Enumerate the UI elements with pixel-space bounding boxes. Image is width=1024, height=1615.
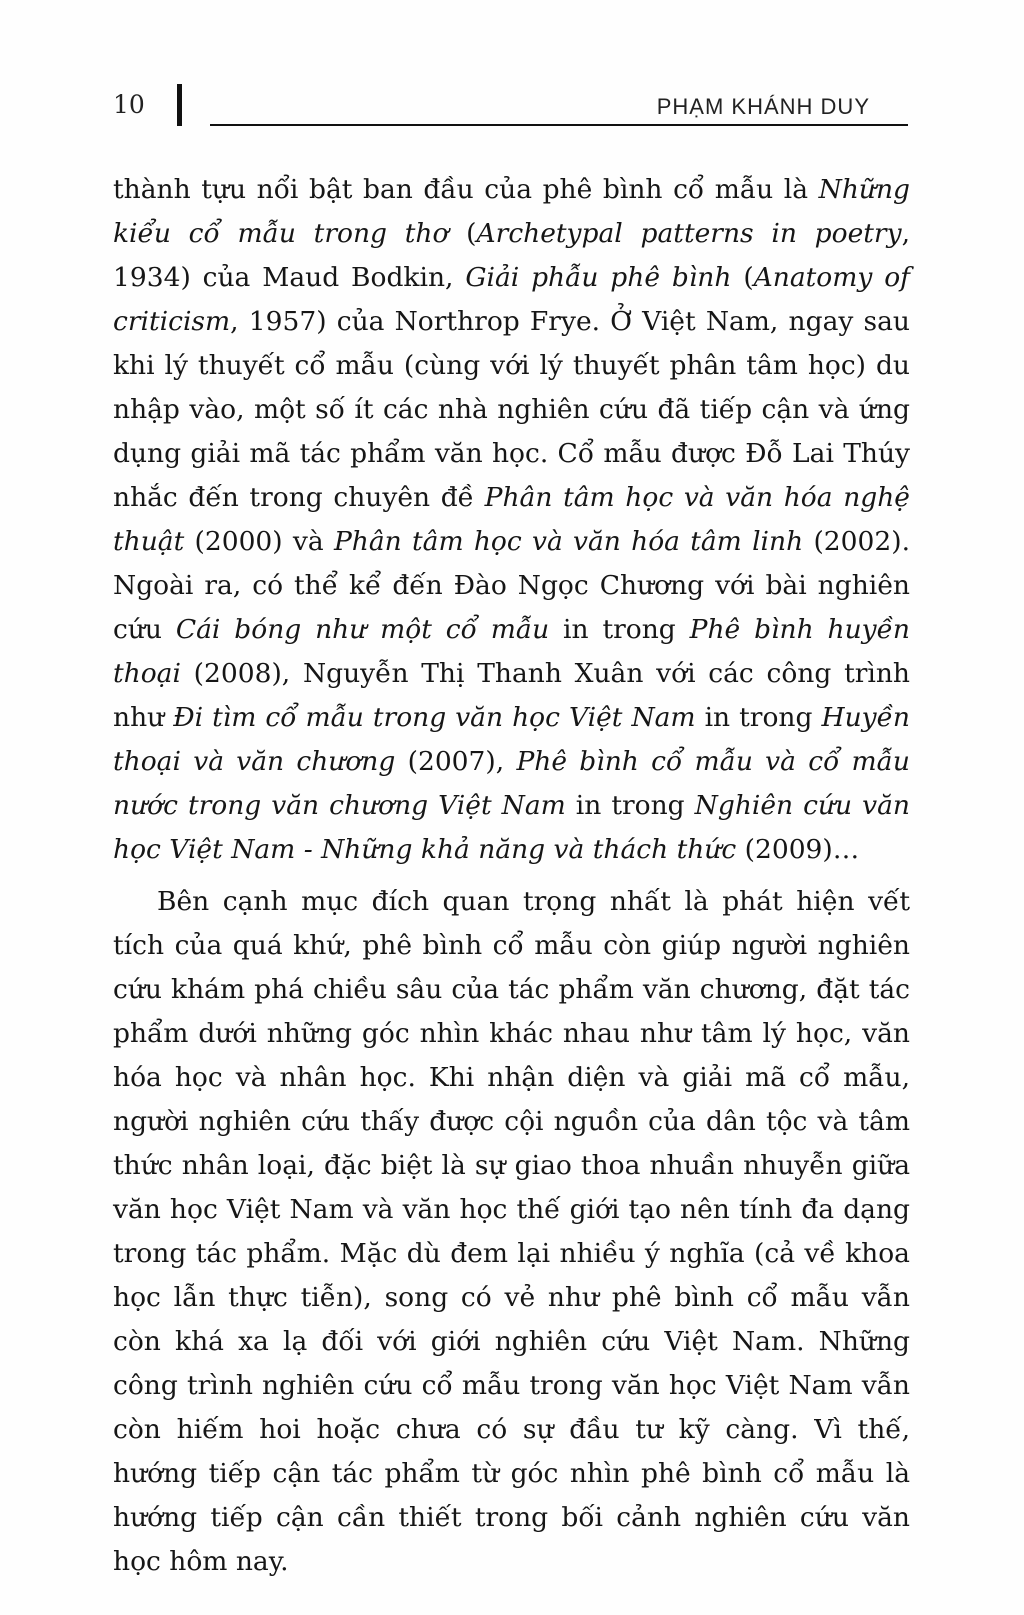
running-header-author: PHẠM KHÁNH DUY <box>656 94 870 119</box>
header-rule <box>210 124 908 126</box>
page-body <box>113 168 910 1584</box>
page-number: 10 <box>113 90 145 119</box>
page-header <box>113 88 908 128</box>
paragraph-1: thành tựu nổi bật ban đầu của phê bình cổ mẫu là Những kiểu cổ mẫu trong thơ (Archetypal patterns in poetry, 1934) của Maud Bodkin, Giải phẫu phê bình (Anatomy of criticism, 1957) của Northrop Frye. Ở Việt Nam, ngay sau khi lý thuyết cổ mẫu (cùng với lý thuyết phân tâm học) du nhập vào, một số ít các nhà nghiên cứu đã tiếp cận và ứng dụng giải mã tác phẩm văn học. Cổ mẫu được Đỗ Lai Thúy nhắc đến trong chuyên đề Phân tâm học và văn hóa nghệ thuật (2000) và Phân tâm học và văn hóa tâm linh (2002). Ngoài ra, có thể kể đến Đào Ngọc Chương với bài nghiên cứu Cái bóng như một cổ mẫu in trong Phê bình huyền thoại (2008), Nguyễn Thị Thanh Xuân với các công trình như Đi tìm cổ mẫu trong văn học Việt Nam in trong Huyền thoại và văn chương (2007), Phê bình cổ mẫu và cổ mẫu nước trong văn chương Việt Nam in trong Nghiên cứu văn học Việt Nam - Những khả năng và thách thức (2009)… <box>113 174 910 865</box>
paragraph-2: Bên cạnh mục đích quan trọng nhất là phát hiện vết tích của quá khứ, phê bình cổ mẫu còn giúp người nghiên cứu khám phá chiều sâu của tác phẩm văn chương, đặt tác phẩm dưới những góc nhìn khác nhau như tâm lý học, văn hóa học và nhân học. Khi nhận diện và giải mã cổ mẫu, người nghiên cứu thấy được cội nguồn của dân tộc và tâm thức nhân loại, đặc biệt là sự giao thoa nhuần nhuyễn giữa văn học Việt Nam và văn học thế giới tạo nên tính đa dạng trong tác phẩm. Mặc dù đem lại nhiều ý nghĩa (cả về khoa học lẫn thực tiễn), song có vẻ như phê bình cổ mẫu vẫn còn khá xa lạ đối với giới nghiên cứu Việt Nam. Những công trình nghiên cứu cổ mẫu trong văn học Việt Nam vẫn còn hiếm hoi hoặc chưa có sự đầu tư kỹ càng. Vì thế, hướng tiếp cận tác phẩm từ góc nhìn phê bình cổ mẫu là hướng tiếp cận cần thiết trong bối cảnh nghiên cứu văn học hôm nay. <box>113 886 910 1577</box>
header-separator-bar <box>177 84 182 126</box>
